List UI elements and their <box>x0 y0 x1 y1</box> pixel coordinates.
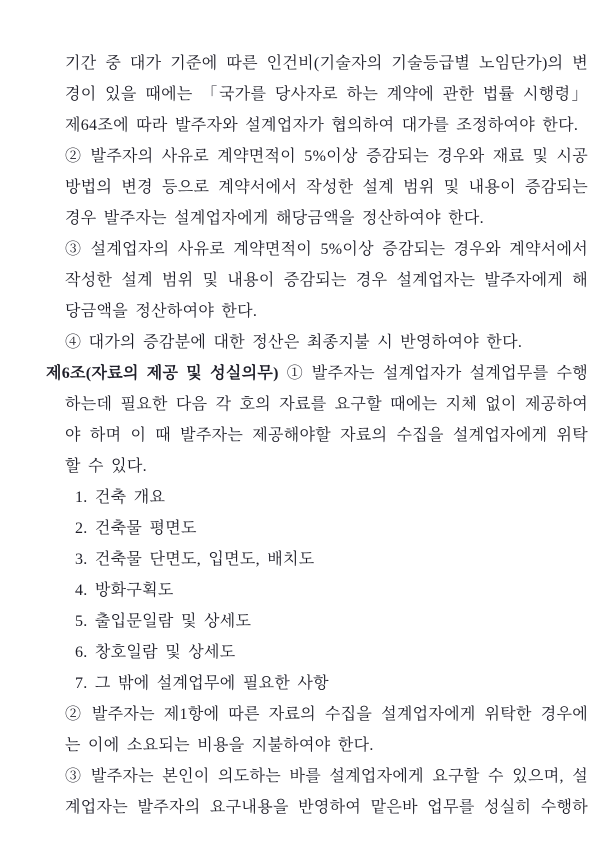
clause-line: 작성한 설계 범위 및 내용이 증감되는 경우 설계업자는 발주자에게 해 <box>65 272 588 289</box>
clause-line: 계업자는 발주자의 요구내용을 반영하여 맡은바 업무를 성실히 수행하 <box>65 799 588 816</box>
article-6-heading-line <box>46 358 588 389</box>
required-data-item: 1. 건축 개요 <box>75 489 166 506</box>
required-data-item: 6. 창호일람 및 상세도 <box>75 644 236 661</box>
clause-fee-2 <box>65 141 588 234</box>
clause-line: ② 발주자는 제1항에 따른 자료의 수집을 설계업자에게 위탁한 경우에 <box>65 706 588 723</box>
clause-line: ③ 설계업자의 사유로 계약면적이 5%이상 증감되는 경우와 계약서에서 <box>65 241 588 258</box>
required-data-item: 5. 출입문일람 및 상세도 <box>75 613 252 630</box>
clause-fee-4 <box>65 327 588 358</box>
article-6-title: 제6조(자료의 제공 및 성실의무) <box>46 365 279 382</box>
clause-line: 당금액을 정산하여야 한다. <box>65 303 258 320</box>
clause-line: 경우 발주자는 설계업자에게 해당금액을 정산하여야 한다. <box>65 210 484 227</box>
required-data-item: 4. 방화구획도 <box>75 582 174 599</box>
article-6-clause-1-lead: ① 발주자는 설계업자가 설계업무를 수행 <box>278 365 588 382</box>
article-6 <box>46 358 588 823</box>
clause-line: ③ 발주자는 본인이 의도하는 바를 설계업자에게 요구할 수 있으며, 설 <box>65 768 588 785</box>
clause-fee-3 <box>65 234 588 327</box>
clause-line: 기간 중 대가 기준에 따른 인건비(기술자의 기술등급별 노임단가)의 변 <box>65 55 588 72</box>
clause-line: 할 수 있다. <box>65 458 147 475</box>
clause-line: ② 발주자의 사유로 계약면적이 5%이상 증감되는 경우와 재료 및 시공 <box>65 148 588 165</box>
clause-fee-adjust-continuation <box>65 48 588 141</box>
clause-line: 하는데 필요한 다음 각 호의 자료를 요구할 때에는 지체 없이 제공하여 <box>65 396 588 413</box>
clause-line: 경이 있을 때에는 「국가를 당사자로 하는 계약에 관한 법률 시행령」 <box>65 86 588 103</box>
clause-line: 제64조에 따라 발주자와 설계업자가 협의하여 대가를 조정하여야 한다. <box>65 117 579 134</box>
clause-line: 방법의 변경 등으로 계약서에서 작성한 설계 범위 및 내용이 증감되는 <box>65 179 588 196</box>
clause-line: 야 하며 이 때 발주자는 제공해야할 자료의 수집을 설계업자에게 위탁 <box>65 427 588 444</box>
required-data-item: 2. 건축물 평면도 <box>75 520 197 537</box>
required-data-item: 7. 그 밖에 설계업무에 필요한 사항 <box>75 675 329 692</box>
required-data-item: 3. 건축물 단면도, 입면도, 배치도 <box>75 551 315 568</box>
clause-line: 는 이에 소요되는 비용을 지불하여야 한다. <box>65 737 374 754</box>
clause-line: ④ 대가의 증감분에 대한 정산은 최종지불 시 반영하여야 한다. <box>65 334 523 351</box>
